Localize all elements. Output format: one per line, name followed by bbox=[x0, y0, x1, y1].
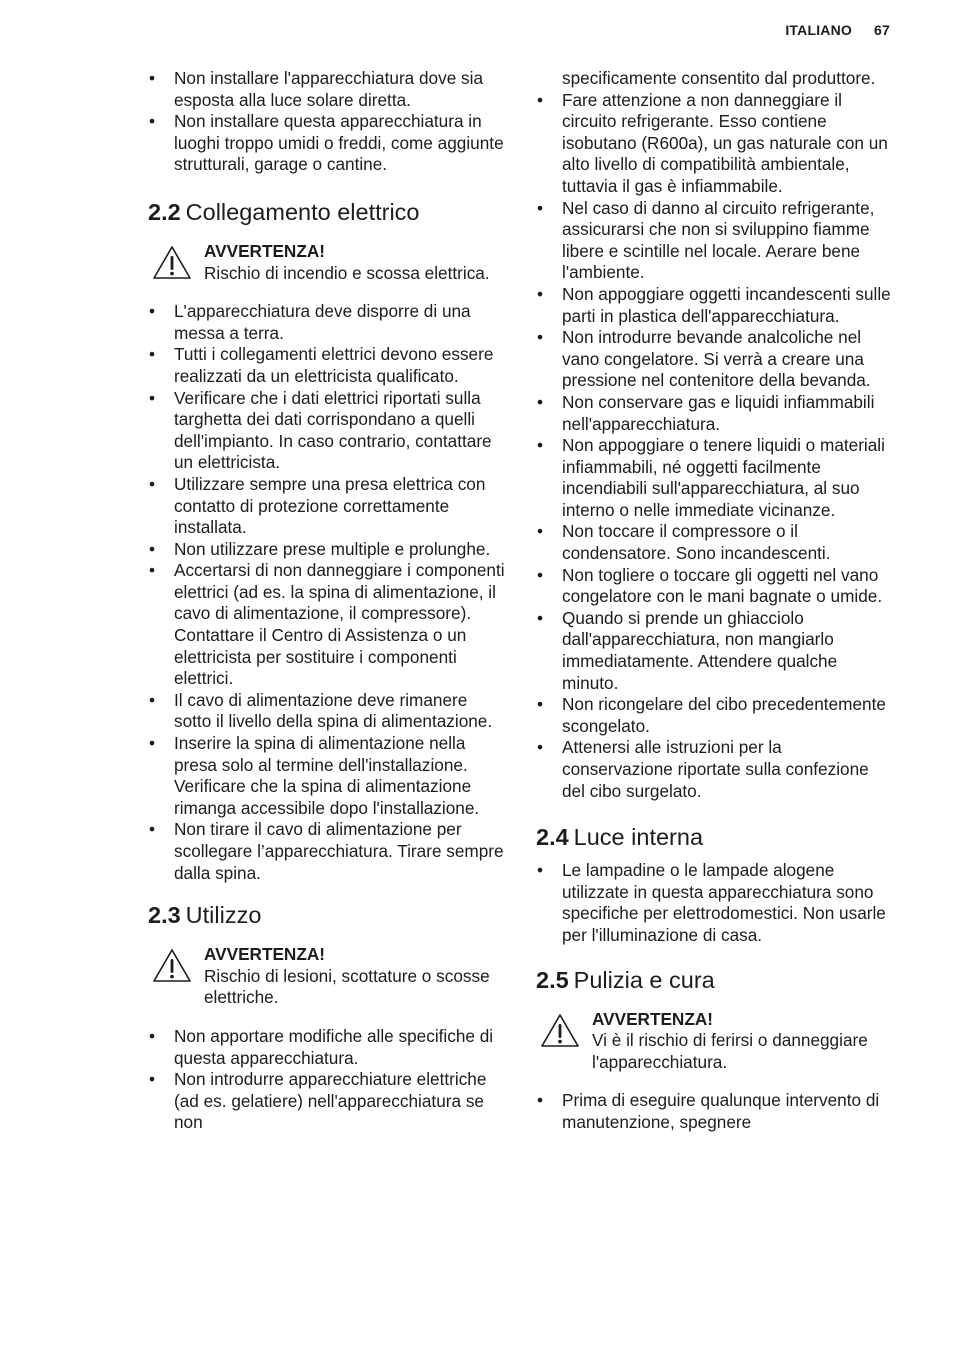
section-2-5-list bbox=[536, 1090, 896, 1133]
left-column bbox=[148, 68, 508, 1134]
list-item: • Non togliere o toccare gli oggetti nel vano congelatore con le mani bagnate o umide. bbox=[536, 565, 896, 608]
intro-list bbox=[148, 68, 508, 176]
right-column bbox=[536, 68, 896, 1134]
warning-text: Rischio di incendio e scossa elettrica. bbox=[204, 262, 490, 283]
section-2-3-list-continued bbox=[536, 90, 896, 803]
section-title: Utilizzo bbox=[185, 902, 262, 929]
warning-title: AVVERTENZA! bbox=[204, 944, 325, 965]
section-title: Pulizia e cura bbox=[573, 966, 715, 993]
list-item: • Non appoggiare o tenere liquidi o materiali infiammabili, né oggetti facilmente incendiabili sull'apparecchiatura, al suo interno o nelle immediate vicinanze. bbox=[536, 435, 896, 521]
list-item-continuation: specificamente consentito dal produttore. bbox=[562, 68, 876, 88]
list-item: • Verificare che i dati elettrici riportati sulla targhetta dei dati corrispondano a quelli dell'impianto. In caso contrario, contattare un elettricista. bbox=[148, 388, 508, 474]
section-2-3-list bbox=[148, 1026, 508, 1134]
list-item: • Non toccare il compressore o il condensatore. Sono incandescenti. bbox=[536, 521, 896, 564]
list-item: • Il cavo di alimentazione deve rimanere sotto il livello della spina di alimentazione. bbox=[148, 690, 508, 733]
list-item: • Non introdurre apparecchiature elettriche (ad es. gelatiere) nell'apparecchiatura se non bbox=[148, 1069, 508, 1134]
list-item: • Le lampadine o le lampade alogene utilizzate in questa apparecchiatura sono specifiche per elettrodomestici. Non usarle per l'illuminazione di casa. bbox=[536, 860, 896, 946]
list-item: • Fare attenzione a non danneggiare il circuito refrigerante. Esso contiene isobutano (R600a), un gas naturale con un alto livello di compatibilità ambientale, tuttavia il gas è infiammabile. bbox=[536, 90, 896, 198]
warning-text: Rischio di lesioni, scottature o scosse elettriche. bbox=[204, 965, 490, 1008]
list-item: • Non utilizzare prese multiple e prolunghe. bbox=[148, 539, 508, 561]
list-item: • Non ricongelare del cibo precedentemente scongelato. bbox=[536, 694, 896, 737]
warning-icon bbox=[540, 1013, 580, 1049]
warning-box bbox=[148, 241, 508, 284]
warning-icon bbox=[152, 948, 192, 984]
list-item: • Non appoggiare oggetti incandescenti sulle parti in plastica dell'apparecchiatura. bbox=[536, 284, 896, 327]
section-heading-2-3 bbox=[148, 900, 508, 930]
list-item: • Nel caso di danno al circuito refrigerante, assicurarsi che non si sviluppino fiamme libere e scintille nel locale. Aerare bene l'ambiente. bbox=[536, 198, 896, 284]
warning-title: AVVERTENZA! bbox=[592, 1008, 713, 1029]
list-item: • Inserire la spina di alimentazione nella presa solo al termine dell'installazione. Verificare che la spina di alimentazione rimanga accessibile dopo l'installazione. bbox=[148, 733, 508, 819]
list-item: • Non tirare il cavo di alimentazione per scollegare l’apparecchiatura. Tirare sempre dalla spina. bbox=[148, 819, 508, 884]
header-language: ITALIANO bbox=[785, 22, 853, 38]
list-item: • Non installare l'apparecchiatura dove sia esposta alla luce solare diretta. bbox=[148, 68, 508, 111]
section-number: 2.3 bbox=[148, 902, 181, 929]
list-item: • Accertarsi di non danneggiare i componenti elettrici (ad es. la spina di alimentazione, il cavo di alimentazione, il compressore). Contattare il Centro di Assistenza o un elettricista per sostituire i componenti elettrici. bbox=[148, 560, 508, 690]
list-item: • Prima di eseguire qualunque intervento di manutenzione, spegnere bbox=[536, 1090, 896, 1133]
section-heading-2-2 bbox=[148, 197, 508, 227]
list-item: • L'apparecchiatura deve disporre di una messa a terra. bbox=[148, 301, 508, 344]
warning-text: Vi è il rischio di ferirsi o danneggiare l'apparecchiatura. bbox=[592, 1030, 868, 1072]
list-item: • Non conservare gas e liquidi infiammabili nell'apparecchiatura. bbox=[536, 392, 896, 435]
list-item: • Quando si prende un ghiacciolo dall'apparecchiatura, non mangiarlo immediatamente. Attendere qualche minuto. bbox=[536, 608, 896, 694]
section-heading-2-4 bbox=[536, 822, 896, 852]
section-number: 2.4 bbox=[536, 824, 569, 851]
section-title: Collegamento elettrico bbox=[185, 198, 420, 225]
list-item: • Utilizzare sempre una presa elettrica con contatto di protezione correttamente installata. bbox=[148, 474, 508, 539]
section-2-2-list bbox=[148, 301, 508, 884]
list-item: • Non installare questa apparecchiatura in luoghi troppo umidi o freddi, come aggiunte strutturali, garage o cantine. bbox=[148, 111, 508, 176]
warning-icon bbox=[152, 245, 192, 281]
list-item: • Non apportare modifiche alle specifiche di questa apparecchiatura. bbox=[148, 1026, 508, 1069]
page-number: 67 bbox=[874, 22, 890, 38]
warning-box bbox=[536, 1009, 896, 1074]
warning-title: AVVERTENZA! bbox=[204, 240, 325, 261]
section-number: 2.5 bbox=[536, 966, 569, 993]
continuation-list bbox=[536, 68, 896, 90]
list-item: • Attenersi alle istruzioni per la conservazione riportate sulla confezione del cibo surgelato. bbox=[536, 737, 896, 802]
section-2-4-list bbox=[536, 860, 896, 946]
list-item: • Non introdurre bevande analcoliche nel vano congelatore. Si verrà a creare una pressione nel contenitore della bevanda. bbox=[536, 327, 896, 392]
section-title: Luce interna bbox=[573, 824, 704, 851]
warning-box bbox=[148, 944, 508, 1009]
list-item: • Tutti i collegamenti elettrici devono essere realizzati da un elettricista qualificato. bbox=[148, 344, 508, 387]
section-heading-2-5 bbox=[536, 965, 896, 995]
page-header bbox=[785, 22, 890, 38]
section-number: 2.2 bbox=[148, 198, 181, 225]
